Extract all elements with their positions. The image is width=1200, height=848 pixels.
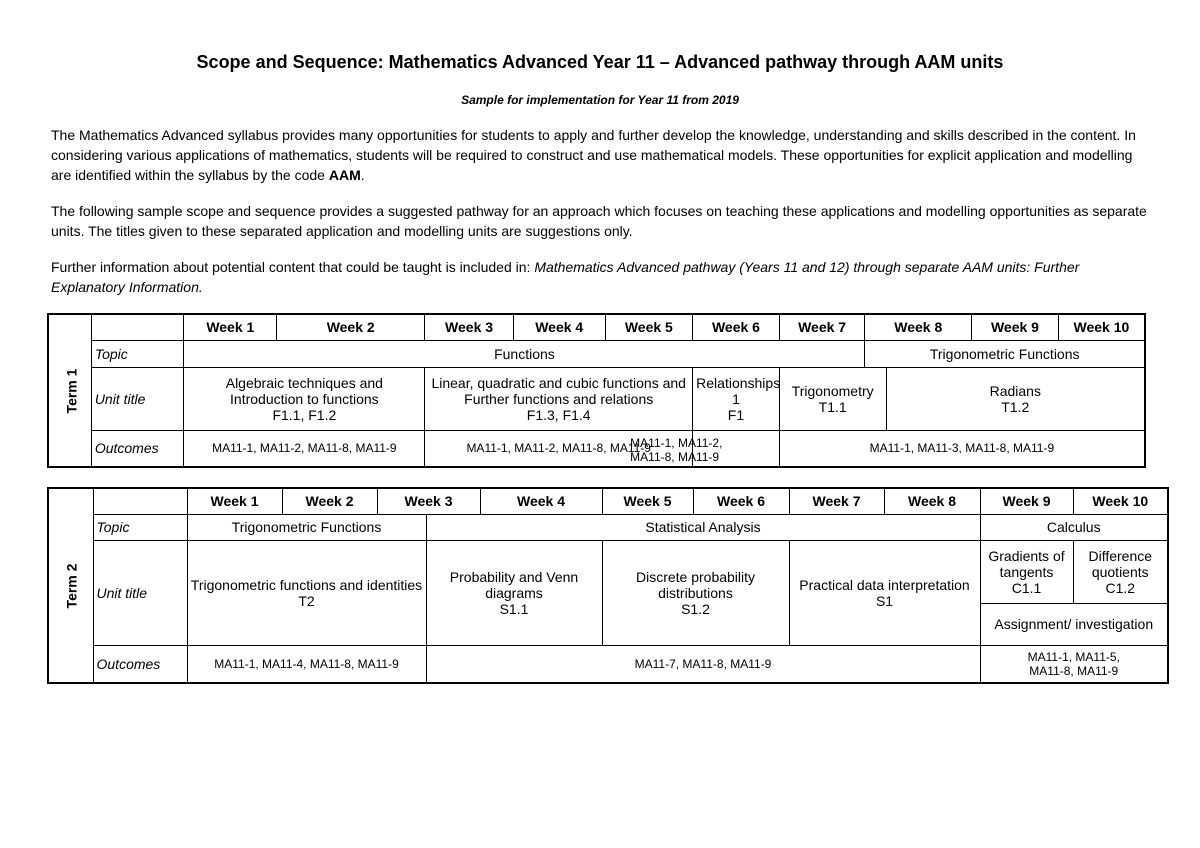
- explanatory-info-reference: Mathematics Advanced pathway (Years 11 and 12) through separate AAM units: Further Explanatory Information.: [51, 259, 1080, 295]
- unit-cell: Radians T1.2: [886, 367, 1145, 430]
- term2-label: Term 2: [48, 488, 93, 683]
- outcomes-cell: MA11-1, MA11-4, MA11-8, MA11-9: [187, 645, 426, 683]
- intro-paragraph-3: Further information about potential content that could be taught is included in: Mathematics Advanced pathway (Years 11 and 12) through separate AAM units: Further Explanatory Information.: [51, 259, 1080, 295]
- unit-cell: Algebraic techniques and Introduction to functions F1.1, F1.2: [184, 367, 425, 430]
- outcomes-cell: [630, 430, 780, 467]
- outcomes-cell: MA11-7, MA11-8, MA11-9: [426, 645, 980, 683]
- week-header: Week 8: [865, 314, 972, 340]
- corner-cell: [93, 488, 187, 514]
- outcomes-cell: MA11-1, MA11-2, MA11-8, MA11-9: [425, 430, 693, 467]
- outcomes-cell: MA11-1, MA11-2, MA11-8, MA11-9: [184, 430, 425, 467]
- intro-paragraph-2: The following sample scope and sequence provides a suggested pathway for an approach which focuses on teaching these applications and modelling opportunities as separate units. The titles given to these separated application and modelling units are suggestions only.: [51, 203, 1147, 239]
- week-header: Week 10: [1058, 314, 1145, 340]
- outcomes-label: Outcomes: [93, 645, 187, 683]
- corner-cell: [91, 314, 184, 340]
- topic-label: Topic: [91, 340, 184, 367]
- week-header: Week 2: [282, 488, 377, 514]
- week-header: Week 6: [693, 314, 780, 340]
- unit-cell: Probability and Venn diagrams S1.1: [426, 540, 602, 645]
- week-header: Week 1: [187, 488, 282, 514]
- week-header: Week 10: [1073, 488, 1168, 514]
- week-header: Week 1: [184, 314, 277, 340]
- page-subtitle: Sample for implementation for Year 11 from 2019: [461, 93, 739, 107]
- unit-cell: Linear, quadratic and cubic functions and Further functions and relations F1.3, F1.4: [425, 367, 693, 430]
- unit-cell: Trigonometric functions and identities T2: [187, 540, 426, 645]
- topic-cell: Calculus: [980, 514, 1168, 540]
- week-header: Week 3: [425, 314, 514, 340]
- unit-cell: Relationships 1 F1: [693, 367, 780, 430]
- week-header: Week 5: [602, 488, 693, 514]
- intro-paragraph-1: The Mathematics Advanced syllabus provides many opportunities for students to apply and further develop the knowledge, understanding and skills described in the content. In considering various applications of mathematics, students will be required to construct and use mathematical models. These opportunities for explicit application and modelling are identified within the syllabus by the code AAM.: [51, 127, 1136, 183]
- term1-table: [47, 313, 1146, 468]
- topic-cell: Statistical Analysis: [426, 514, 980, 540]
- topic-label: Topic: [93, 514, 187, 540]
- unit-title-label: Unit title: [91, 367, 184, 430]
- term2-table: [47, 487, 1169, 684]
- outcomes-label: Outcomes: [91, 430, 184, 467]
- week-header: Week 4: [513, 314, 605, 340]
- topic-cell: Trigonometric Functions: [187, 514, 426, 540]
- week-header: Week 9: [972, 314, 1059, 340]
- week-header: Week 5: [605, 314, 693, 340]
- topic-cell: Trigonometric Functions: [865, 340, 1145, 367]
- unit-title-label: Unit title: [93, 540, 187, 645]
- unit-cell: Assignment/ investigation: [980, 603, 1168, 645]
- week-header: Week 7: [789, 488, 884, 514]
- outcomes-cell: MA11-1, MA11-3, MA11-8, MA11-9: [779, 430, 1145, 467]
- week-header: Week 2: [277, 314, 425, 340]
- week-header: Week 6: [693, 488, 789, 514]
- week-header: Week 9: [980, 488, 1073, 514]
- week-header: Week 3: [377, 488, 480, 514]
- outcomes-overlap-text: MA11-8, MA11-9: [630, 450, 720, 465]
- week-header: Week 7: [779, 314, 865, 340]
- unit-cell: Difference quotients C1.2: [1073, 540, 1168, 603]
- unit-cell: Trigonometry T1.1: [779, 367, 886, 430]
- page-title: Scope and Sequence: Mathematics Advanced Year 11 – Advanced pathway through AAM units: [196, 52, 1004, 72]
- week-header: Week 4: [480, 488, 602, 514]
- outcomes-overlap-text: MA11-1, MA11-2,: [630, 436, 723, 451]
- outcomes-cell: MA11-1, MA11-5, MA11-8, MA11-9: [980, 645, 1168, 683]
- topic-cell: Functions: [184, 340, 865, 367]
- week-header: Week 8: [884, 488, 980, 514]
- unit-cell: Discrete probability distributions S1.2: [602, 540, 789, 645]
- aam-code: AAM: [328, 167, 361, 183]
- unit-cell: Gradients of tangents C1.1: [980, 540, 1073, 603]
- unit-cell: Practical data interpretation S1: [789, 540, 980, 645]
- term1-label: Term 1: [48, 314, 91, 467]
